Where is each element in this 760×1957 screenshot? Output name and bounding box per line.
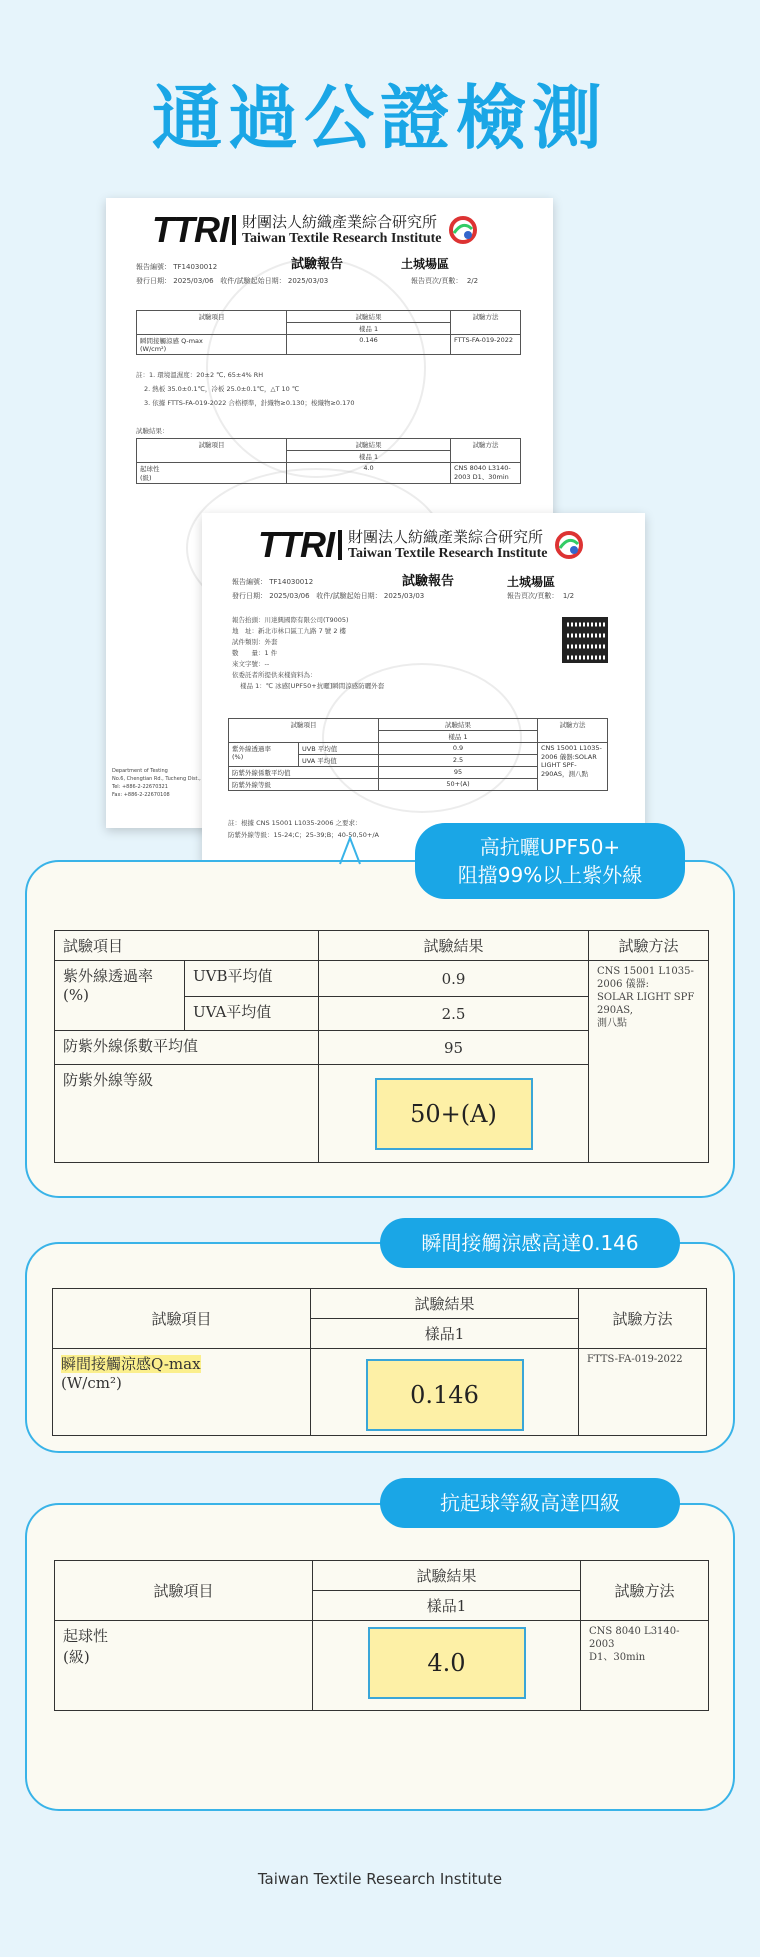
header-test-item: 試驗項目 <box>53 1289 311 1349</box>
header-test-result: 試驗結果 <box>313 1561 581 1591</box>
report-table-qmax: 試驗項目 試驗結果 試驗方法 樣品 1 瞬間接觸涼感 Q-max (W/cm²) 0.146 FTTS-FA-019-2022 <box>136 310 521 355</box>
uv-grade-value: 50+(A) <box>375 1078 533 1150</box>
report-table-pilling: 試驗項目 試驗結果 試驗方法 樣品 1 起球性 (級) 4.0 CNS 8040 L3140-2003 D1、30min <box>136 438 521 484</box>
callout-pointer <box>330 836 380 866</box>
pilling-card <box>25 1503 735 1811</box>
header-test-item: 試驗項目 <box>55 1561 313 1621</box>
uva-label: UVA平均值 <box>185 997 319 1031</box>
ttri-emblem-icon <box>448 215 478 245</box>
report-table-uv: 試驗項目 試驗結果 試驗方法 樣品 1 紫外線透過率 (%) UVB 平均值 0.9 CNS 15001 L1035-2006 儀器:SOLAR LIGHT SPF-290AS，測八點 UVA 平均值 2.5 防紫外線係數平均值 95 防紫外線等級 50+(A) <box>228 718 608 791</box>
report-title: 試驗報告 <box>402 574 455 589</box>
cooling-card <box>25 1242 735 1453</box>
uvb-label: UVB平均值 <box>185 961 319 997</box>
uv-test-method: CNS 15001 L1035- 2006 儀器: SOLAR LIGHT SPF 290AS, 測八點 <box>589 961 709 1163</box>
uv-grade-label: 防紫外線等級 <box>55 1065 319 1163</box>
ttri-logo: TTRI 財團法人紡織產業綜合研究所 Taiwan Textile Research Institute <box>152 212 478 248</box>
report-location: 土城場區 <box>507 575 556 589</box>
pilling-label: 起球性 (級) <box>55 1621 313 1711</box>
upf-label: 防紫外線係數平均值 <box>55 1031 319 1065</box>
uv-protection-card <box>25 860 735 1198</box>
cooling-badge: 瞬間接觸涼感高達0.146 <box>380 1218 680 1268</box>
qmax-value: 0.146 <box>366 1359 524 1431</box>
test-report-page-2: TTRI 財團法人紡織產業綜合研究所 Taiwan Textile Research Institute 試驗報告 土城場區 報告編號： TF14030012 發行日期： 2025/03/06 收件/試驗起始日期： 2025/03/03 報告頁次/頁數： 2/2 試驗項目 試驗結果 試驗方法 樣品 1 瞬間接觸涼感 Q-max (W/cm²) 0.146 FTTS-FA-019-2022 註：1. 環境溫濕度：20±2 ℃, 65±4% RH 2. 熱板 35.0±0.1℃，冷板 25.0±0.1℃，△T 10 ℃ 3. 依據 FTTS-FA-019-2022 合格標準，針織物≥0.130；梭織物≥0.170 試驗結果： 試驗項目 試驗結果 試驗方法 樣品 1 起球性 (級) 4.0 CNS 8040 L3140-2003 D1、30min Department of Testing No.6, Chengtian Rd., Tucheng Dist., Tel: +886-2-22670321 Fax: +886-2-22670108 <box>106 198 553 828</box>
header-sample: 樣品1 <box>313 1591 581 1621</box>
report-title: 試驗報告 <box>291 257 344 272</box>
uv-transmittance-label: 紫外線透過率 (%) <box>55 961 185 1031</box>
header-sample: 樣品1 <box>311 1319 579 1349</box>
uv-results-table <box>54 930 709 1163</box>
pilling-badge: 抗起球等級高達四級 <box>380 1478 680 1528</box>
ttri-logo: TTRI 財團法人紡織產業綜合研究所 Taiwan Textile Research Institute <box>258 527 584 563</box>
header-test-item: 試驗項目 <box>55 931 319 961</box>
ttri-emblem-icon <box>554 530 584 560</box>
header-test-method: 試驗方法 <box>581 1561 709 1621</box>
qmax-results-table <box>52 1288 707 1436</box>
pilling-results-table <box>54 1560 709 1711</box>
upf-badge: 高抗曬UPF50+ 阻擋99%以上紫外線 <box>415 823 685 899</box>
header-test-result: 試驗結果 <box>319 931 589 961</box>
test-report-page-1: TTRI 財團法人紡織產業綜合研究所 Taiwan Textile Research Institute 試驗報告 土城場區 報告編號： TF14030012 發行日期： 2025/03/06 收件/試驗起始日期： 2025/03/03 報告頁次/頁數： 1/2 報告抬頭：川達興國際有限公司(T9005) 地 址：新北市林口區工九路 7 號 2 樓 試件類別：外套 數 量：1 件 來文字號：-- 依委託者所提供來樣資料為： 樣品 1：℃ 冰感[UPF50+抗曬]瞬間涼感防曬外套 試驗項目 試驗結果 試驗方法 樣品 1 紫外線透過率 (%) UVB 平均值 0.9 CNS 15001 L1035-2006 儀器:SOLAR LIGHT SPF-290AS，測八點 UVA 平均值 2.5 防紫外線係數平均值 95 防紫外線等級 50+(A) 註：根據 CNS 15001 L1035-2006 之要求： 防紫外線等級：15-24;C；25-39;B；40-50,50+/A <box>202 513 645 863</box>
qmax-label: 瞬間接觸涼感Q-max (W/cm²) <box>53 1349 311 1436</box>
header-test-method: 試驗方法 <box>579 1289 707 1349</box>
footer-credit: Taiwan Textile Research Institute <box>257 1870 503 1888</box>
pilling-test-method: CNS 8040 L3140-2003 D1、30min <box>581 1621 709 1711</box>
report-location: 土城場區 <box>401 257 450 271</box>
pilling-value: 4.0 <box>368 1627 526 1699</box>
header-test-result: 試驗結果 <box>311 1289 579 1319</box>
header-test-method: 試驗方法 <box>589 931 709 961</box>
qmax-test-method: FTTS-FA-019-2022 <box>579 1349 707 1436</box>
uvb-value: 0.9 <box>319 961 589 997</box>
qr-code <box>562 617 608 663</box>
uva-value: 2.5 <box>319 997 589 1031</box>
page-headline: 通過公證檢測 <box>152 77 608 159</box>
upf-value: 95 <box>319 1031 589 1065</box>
